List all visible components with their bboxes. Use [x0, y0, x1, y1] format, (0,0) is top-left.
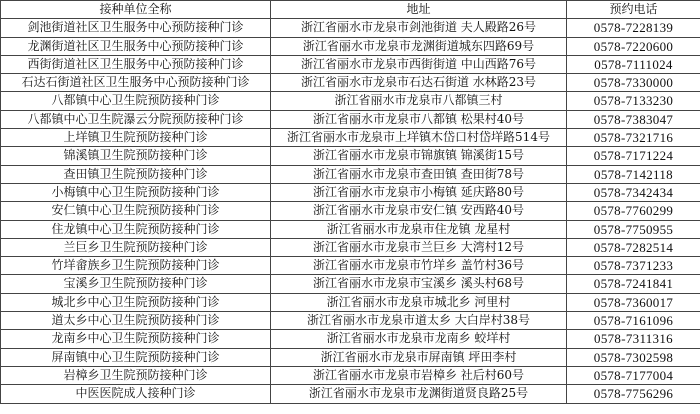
address-cell: 浙江省丽水市龙泉市兰巨乡 大湾村12号: [271, 238, 567, 256]
table-row: [1, 312, 700, 330]
table-row: [1, 257, 700, 275]
header-phone: 预约电话: [567, 1, 700, 19]
table-row: [1, 293, 700, 311]
address-cell: 浙江省丽水市龙泉市上垟镇木岱口村岱垟路514号: [271, 129, 567, 147]
clinic-name-cell: 西街街道社区卫生服务中心预防接种门诊: [1, 55, 271, 73]
table-row: [1, 183, 700, 201]
header-clinic-name: 接种单位全称: [1, 1, 271, 19]
clinic-name-cell: 龙南乡中心卫生院预防接种门诊: [1, 330, 271, 348]
clinic-name-cell: 竹垟畲族乡卫生院预防接种门诊: [1, 257, 271, 275]
clinic-name-cell: 中医医院成人接种门诊: [1, 385, 271, 403]
table-row: [1, 330, 700, 348]
address-cell: 浙江省丽水市龙泉市西街街道 中山西路76号: [271, 55, 567, 73]
header-address: 地址: [271, 1, 567, 19]
table-row: [1, 220, 700, 238]
phone-cell: 0578-7241841: [567, 275, 700, 293]
address-cell: 浙江省丽水市龙泉市住龙镇 龙星村: [271, 220, 567, 238]
phone-cell: 0578-7750955: [567, 220, 700, 238]
phone-cell: 0578-7311316: [567, 330, 700, 348]
clinic-name-cell: 宝溪乡卫生院预防接种门诊: [1, 275, 271, 293]
address-cell: 浙江省丽水市龙泉市安仁镇 安西路40号: [271, 202, 567, 220]
address-cell: 浙江省丽水市龙泉市石达石街道 水林路23号: [271, 74, 567, 92]
table-row: [1, 348, 700, 366]
phone-cell: 0578-7756296: [567, 385, 700, 403]
table-row: [1, 37, 700, 55]
address-cell: 浙江省丽水市龙泉市城北乡 河里村: [271, 293, 567, 311]
address-cell: 浙江省丽水市龙泉市龙渊街道贤良路25号: [271, 385, 567, 403]
table-row: [1, 55, 700, 73]
phone-cell: 0578-7133230: [567, 92, 700, 110]
clinic-name-cell: 龙渊街道社区卫生服务中心预防接种门诊: [1, 37, 271, 55]
table-row: [1, 110, 700, 128]
phone-cell: 0578-7282514: [567, 238, 700, 256]
phone-cell: 0578-7161096: [567, 312, 700, 330]
table-row: [1, 129, 700, 147]
clinic-name-cell: 屏南镇中心卫生院预防接种门诊: [1, 348, 271, 366]
table-row: [1, 165, 700, 183]
table-row: [1, 74, 700, 92]
phone-cell: 0578-7220600: [567, 37, 700, 55]
clinic-name-cell: 兰巨乡卫生院预防接种门诊: [1, 238, 271, 256]
phone-cell: 0578-7111024: [567, 55, 700, 73]
clinic-name-cell: 住龙镇中心卫生院预防接种门诊: [1, 220, 271, 238]
address-cell: 浙江省丽水市龙泉市竹垟乡 盖竹村36号: [271, 257, 567, 275]
table-row: [1, 385, 700, 403]
phone-cell: 0578-7330000: [567, 74, 700, 92]
address-cell: 浙江省丽水市龙泉市屏南镇 坪田李村: [271, 348, 567, 366]
clinic-name-cell: 岩樟乡卫生院预防接种门诊: [1, 366, 271, 384]
phone-cell: 0578-7760299: [567, 202, 700, 220]
address-cell: 浙江省丽水市龙泉市岩樟乡 社后村60号: [271, 366, 567, 384]
clinic-name-cell: 八都镇中心卫生院预防接种门诊: [1, 92, 271, 110]
address-cell: 浙江省丽水市龙泉市八都镇三村: [271, 92, 567, 110]
phone-cell: 0578-7383047: [567, 110, 700, 128]
clinic-name-cell: 道太乡中心卫生院预防接种门诊: [1, 312, 271, 330]
address-cell: 浙江省丽水市龙泉市道太乡 大白岸村38号: [271, 312, 567, 330]
clinic-name-cell: 锦溪镇卫生院预防接种门诊: [1, 147, 271, 165]
clinic-name-cell: 剑池街道社区卫生服务中心预防接种门诊: [1, 19, 271, 37]
clinic-name-cell: 城北乡中心卫生院预防接种门诊: [1, 293, 271, 311]
phone-cell: 0578-7321716: [567, 129, 700, 147]
address-cell: 浙江省丽水市龙泉市宝溪乡 溪头村68号: [271, 275, 567, 293]
clinic-name-cell: 八都镇中心卫生院瀑云分院预防接种门诊: [1, 110, 271, 128]
address-cell: 浙江省丽水市龙泉市查田镇 查田街78号: [271, 165, 567, 183]
clinic-name-cell: 查田镇卫生院预防接种门诊: [1, 165, 271, 183]
address-cell: 浙江省丽水市龙泉市龙渊街道城东四路69号: [271, 37, 567, 55]
table-row: [1, 19, 700, 37]
address-cell: 浙江省丽水市龙泉市小梅镇 延庆路80号: [271, 183, 567, 201]
table-row: [1, 238, 700, 256]
table-row: [1, 92, 700, 110]
table-row: [1, 147, 700, 165]
clinic-name-cell: 石达石街道社区卫生服务中心预防接种门诊: [1, 74, 271, 92]
phone-cell: 0578-7142118: [567, 165, 700, 183]
address-cell: 浙江省丽水市龙泉市龙南乡 蛟垟村: [271, 330, 567, 348]
phone-cell: 0578-7342434: [567, 183, 700, 201]
address-cell: 浙江省丽水市龙泉市八都镇 松果村40号: [271, 110, 567, 128]
table-row: [1, 275, 700, 293]
table-row: [1, 366, 700, 384]
clinic-name-cell: 安仁镇中心卫生院预防接种门诊: [1, 202, 271, 220]
clinic-name-cell: 小梅镇中心卫生院预防接种门诊: [1, 183, 271, 201]
phone-cell: 0578-7360017: [567, 293, 700, 311]
phone-cell: 0578-7177004: [567, 366, 700, 384]
address-cell: 浙江省丽水市龙泉市锦旗镇 锦溪街15号: [271, 147, 567, 165]
address-cell: 浙江省丽水市龙泉市剑池街道 夫人殿路26号: [271, 19, 567, 37]
phone-cell: 0578-7171224: [567, 147, 700, 165]
table-row: [1, 202, 700, 220]
phone-cell: 0578-7228139: [567, 19, 700, 37]
phone-cell: 0578-7302598: [567, 348, 700, 366]
phone-cell: 0578-7371233: [567, 257, 700, 275]
clinic-name-cell: 上垟镇卫生院预防接种门诊: [1, 129, 271, 147]
table-header-row: [1, 1, 700, 19]
